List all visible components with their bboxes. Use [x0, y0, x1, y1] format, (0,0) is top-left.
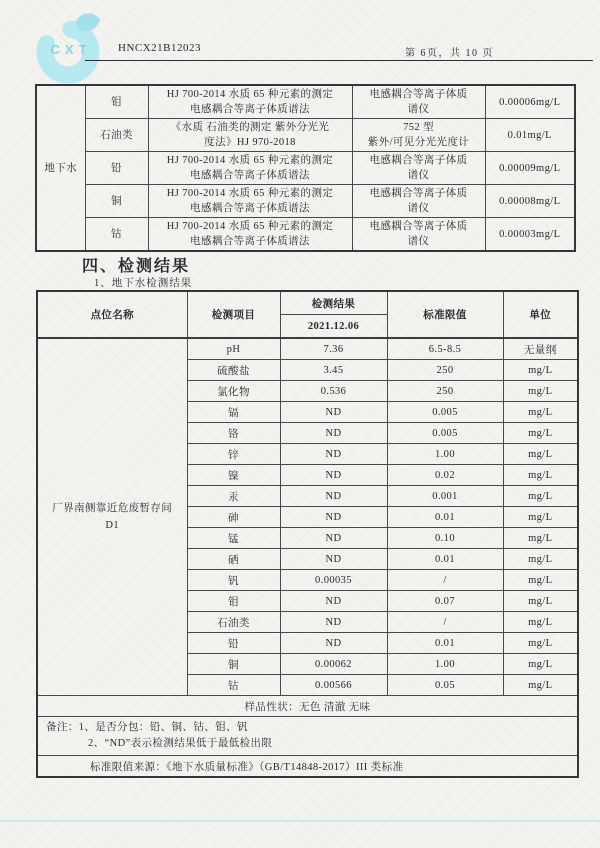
result-limit: 0.005 — [387, 423, 503, 444]
method-standard-line: 《水质 石油类的测定 紫外分光光 — [170, 122, 330, 133]
result-unit: mg/L — [503, 381, 578, 402]
source-row — [37, 756, 578, 778]
method-standard-line: 电感耦合等离子体质谱法 — [190, 170, 310, 181]
method-limit-cell: 0.00006mg/L — [485, 85, 575, 119]
scan-edge-line — [0, 820, 600, 822]
result-limit: 1.00 — [387, 444, 503, 465]
result-limit: 0.10 — [387, 528, 503, 549]
logo-leaf-icon — [76, 13, 100, 31]
result-item: 锌 — [187, 444, 280, 465]
result-item: 钼 — [187, 591, 280, 612]
result-limit: 0.005 — [387, 402, 503, 423]
method-standard-line: 度法》HJ 970-2018 — [204, 137, 296, 148]
result-unit: mg/L — [503, 612, 578, 633]
result-unit: mg/L — [503, 633, 578, 654]
method-instrument-line: 电感耦合等离子体质 — [369, 188, 468, 199]
result-item: 硫酸盐 — [187, 360, 280, 381]
result-limit: 0.01 — [387, 633, 503, 654]
result-unit: mg/L — [503, 507, 578, 528]
method-table — [35, 84, 576, 252]
header-limit: 标准限值 — [387, 291, 503, 338]
result-unit: mg/L — [503, 591, 578, 612]
result-value: ND — [280, 402, 387, 423]
result-limit: 6.5-8.5 — [387, 338, 503, 360]
result-limit: 250 — [387, 381, 503, 402]
result-table — [36, 290, 579, 778]
result-item: 铜 — [187, 654, 280, 675]
method-instrument-cell — [352, 218, 485, 252]
section-title: 四、检测结果 — [82, 258, 191, 275]
result-row — [37, 338, 578, 360]
report-number: HNCX21B12023 — [118, 42, 202, 54]
result-value: ND — [280, 465, 387, 486]
result-unit: mg/L — [503, 402, 578, 423]
result-value: ND — [280, 591, 387, 612]
method-standard-cell — [148, 185, 352, 218]
result-limit: 0.001 — [387, 486, 503, 507]
remark-line-1: 备注：1、是否分包：铅、铜、钴、钼、钒 — [46, 722, 248, 733]
remark-cell — [37, 717, 578, 756]
result-item: 砷 — [187, 507, 280, 528]
method-row — [36, 152, 575, 185]
method-item-cell: 石油类 — [85, 119, 148, 152]
method-standard-line: HJ 700-2014 水质 65 种元素的测定 — [166, 89, 334, 100]
result-value: ND — [280, 486, 387, 507]
result-limit: 0.05 — [387, 675, 503, 696]
result-value: 0.00062 — [280, 654, 387, 675]
logo-text: CXT — [50, 42, 92, 57]
result-item: 汞 — [187, 486, 280, 507]
result-item: 钴 — [187, 675, 280, 696]
result-item: 钒 — [187, 570, 280, 591]
method-standard-cell — [148, 85, 352, 119]
result-limit: / — [387, 612, 503, 633]
method-item-cell: 钼 — [85, 85, 148, 119]
site-name-line: 厂界南侧靠近危废暂存间 — [52, 503, 173, 514]
result-item: 石油类 — [187, 612, 280, 633]
header-site: 点位名称 — [37, 291, 187, 338]
page-indicator: 第 6页，共 10 页 — [405, 48, 494, 59]
result-limit: 0.02 — [387, 465, 503, 486]
result-item: 锰 — [187, 528, 280, 549]
method-instrument-cell — [352, 119, 485, 152]
result-unit: mg/L — [503, 654, 578, 675]
header-item: 检测项目 — [187, 291, 280, 338]
result-value: 0.00566 — [280, 675, 387, 696]
method-row — [36, 119, 575, 152]
result-item: 铬 — [187, 423, 280, 444]
method-instrument-line: 电感耦合等离子体质 — [369, 89, 468, 100]
result-unit: mg/L — [503, 570, 578, 591]
result-limit: / — [387, 570, 503, 591]
result-item: pH — [187, 338, 280, 360]
method-standard-cell — [148, 119, 352, 152]
sample-note-row — [37, 696, 578, 717]
method-instrument-line: 752 型 — [403, 122, 434, 133]
sample-note: 样品性状：无色 清澈 无味 — [37, 696, 578, 717]
method-standard-line: 电感耦合等离子体质谱法 — [190, 104, 310, 115]
method-instrument-line: 谱仪 — [407, 104, 430, 115]
result-value: ND — [280, 633, 387, 654]
method-limit-cell: 0.00008mg/L — [485, 185, 575, 218]
method-instrument-line: 电感耦合等离子体质 — [369, 221, 468, 232]
result-value: 0.536 — [280, 381, 387, 402]
result-unit: mg/L — [503, 528, 578, 549]
result-item: 硒 — [187, 549, 280, 570]
result-item: 铅 — [187, 633, 280, 654]
limit-source-note: 标准限值来源：《地下水质量标准》（GB/T14848-2017）III 类标准 — [37, 756, 578, 778]
method-limit-cell: 0.00003mg/L — [485, 218, 575, 252]
result-unit: mg/L — [503, 675, 578, 696]
remark-row — [37, 717, 578, 756]
method-instrument-cell — [352, 185, 485, 218]
result-unit: mg/L — [503, 360, 578, 381]
site-name-line: D1 — [105, 520, 120, 531]
method-instrument-line: 紫外/可见分光光度计 — [367, 137, 470, 148]
site-name-cell — [37, 338, 187, 696]
method-row — [36, 85, 575, 119]
result-value: ND — [280, 528, 387, 549]
result-value: ND — [280, 549, 387, 570]
method-instrument-line: 谱仪 — [407, 170, 430, 181]
result-header-row — [37, 291, 578, 315]
method-row — [36, 218, 575, 252]
method-limit-cell: 0.00009mg/L — [485, 152, 575, 185]
result-value: ND — [280, 423, 387, 444]
header-result: 检测结果 — [280, 291, 387, 315]
method-instrument-cell — [352, 85, 485, 119]
result-value: ND — [280, 612, 387, 633]
method-instrument-line: 谱仪 — [407, 203, 430, 214]
company-logo — [28, 8, 112, 92]
result-item: 氯化物 — [187, 381, 280, 402]
result-unit: mg/L — [503, 486, 578, 507]
result-value: 7.36 — [280, 338, 387, 360]
result-limit: 250 — [387, 360, 503, 381]
result-value: 3.45 — [280, 360, 387, 381]
result-unit: mg/L — [503, 549, 578, 570]
result-value: ND — [280, 444, 387, 465]
method-item-cell: 钴 — [85, 218, 148, 252]
method-standard-line: HJ 700-2014 水质 65 种元素的测定 — [166, 188, 334, 199]
result-item: 镉 — [187, 402, 280, 423]
method-limit-cell: 0.01mg/L — [485, 119, 575, 152]
result-unit: mg/L — [503, 423, 578, 444]
result-unit: mg/L — [503, 465, 578, 486]
header-rule — [85, 60, 593, 61]
method-standard-cell — [148, 218, 352, 252]
header-date: 2021.12.06 — [280, 315, 387, 339]
result-limit: 0.01 — [387, 549, 503, 570]
method-instrument-cell — [352, 152, 485, 185]
method-instrument-line: 谱仪 — [407, 236, 430, 247]
method-standard-cell — [148, 152, 352, 185]
result-limit: 0.01 — [387, 507, 503, 528]
result-unit: 无量纲 — [503, 338, 578, 360]
result-value: 0.00035 — [280, 570, 387, 591]
result-limit: 1.00 — [387, 654, 503, 675]
method-standard-line: 电感耦合等离子体质谱法 — [190, 236, 310, 247]
method-row — [36, 185, 575, 218]
method-item-cell: 铅 — [85, 152, 148, 185]
sample-category-cell: 地下水 — [36, 85, 85, 251]
method-item-cell: 铜 — [85, 185, 148, 218]
result-item: 镍 — [187, 465, 280, 486]
method-standard-line: HJ 700-2014 水质 65 种元素的测定 — [166, 221, 334, 232]
method-standard-line: HJ 700-2014 水质 65 种元素的测定 — [166, 155, 334, 166]
section-subtitle: 1、地下水检测结果 — [94, 278, 193, 289]
header-unit: 单位 — [503, 291, 578, 338]
result-unit: mg/L — [503, 444, 578, 465]
method-instrument-line: 电感耦合等离子体质 — [369, 155, 468, 166]
remark-line-2: 2、“ND”表示检测结果低于最低检出限 — [88, 738, 273, 749]
result-limit: 0.07 — [387, 591, 503, 612]
result-value: ND — [280, 507, 387, 528]
method-standard-line: 电感耦合等离子体质谱法 — [190, 203, 310, 214]
